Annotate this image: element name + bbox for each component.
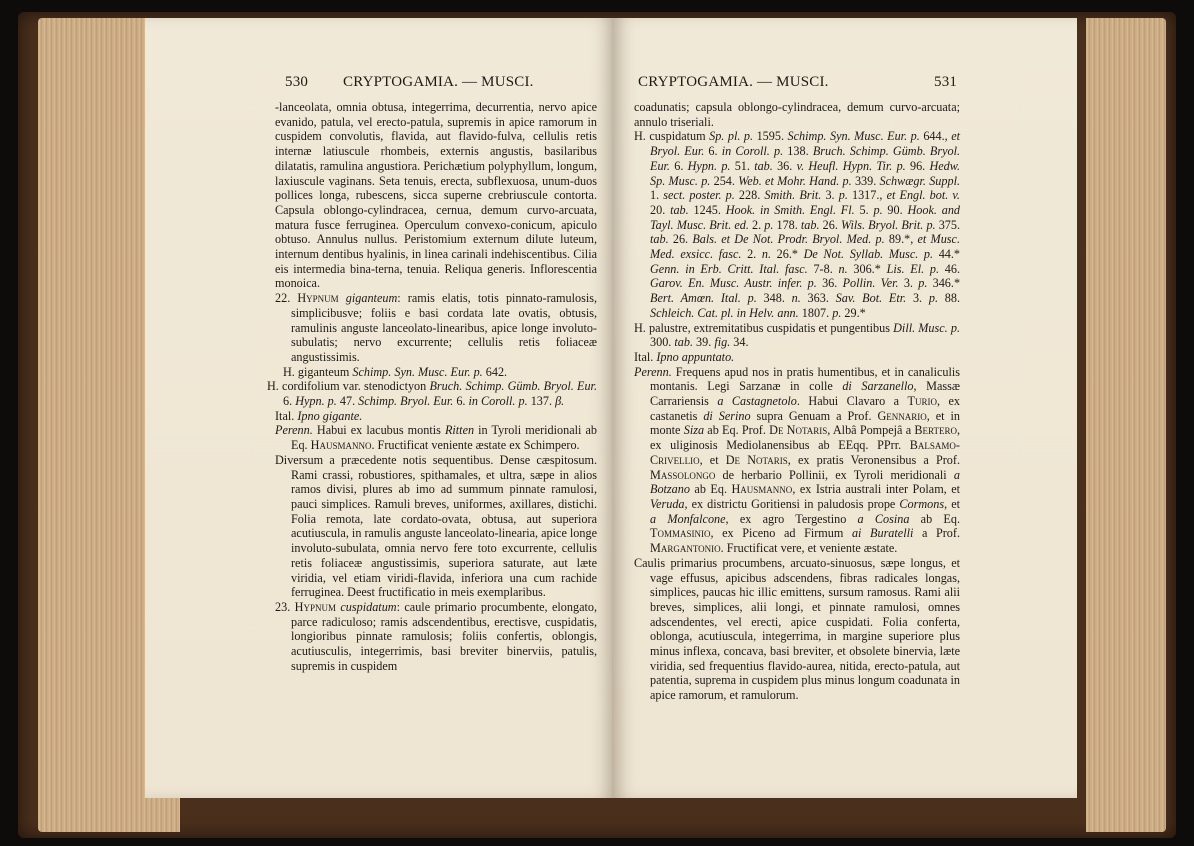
left-page-paragraph: Perenn. Habui ex lacubus montis Ritten in Tyroli meridionali ab Eq. Hausmanno. Fructificat veniente æstate ex Schimpero. [275,423,598,453]
left-page-paragraph: Diversum a præcedente notis sequentibus. Dense cæspitosum. Rami crassi, robustiores, spithamales, et ultra, sæpe in alios ramos divisi, plures ab imo ad summum pinnate ramulosi, pauci simplices. Ramuli breves, uniformes, axillares, distichi. Folia remota, late cordato-ovata, obtusa, aut superiora acutiuscula, in ramulis anguste lanceolato-linearia, apice longe involuto-subulata, omnia nervo fere toto excurrente, cellulis retis foliaceæ angustissimis, superiora saturate, aut læte viridia, vel etiam viridi-flavida, inferiora una cum rachide ferruginea. Deest fructificatio in meis exemplaribus. [275,452,597,600]
left-page-paragraph: -lanceolata, omnia obtusa, integerrima, decurrentia, nervo apice evanido, patula, vel erecto-patula, supremis in apice ramorum in cuspidem convolutis, flavida, aut flavido-fulva, cellulis retis internæ latiuscule rhombeis, externis angustis, basilaribus dilatatis, ramulina angustiora. Perichætium polyphyllum, longum, laxiuscule vaginans. Seta tenuis, erecta, subflexuosa, unum-duos pollices longa, rubescens, sicca superne crebriuscule contorta. Capsula oblongo-cylindracea, cernua, demum curvo-arcuata, matura fusce ferruginea. Operculum convexo-conicum, apiculo obtuso. Annulus nullus. Peristomium externum dilute luteum, internum dentibus hyalinis, in linea carinali indehiscentibus. Cilia eis intermedia bina-terna, tenuia. Reliqua generis. Inflorescentia monoica. [275,100,597,291]
left-page-number: 530 [285,74,309,90]
right-page-edges [1086,18,1166,832]
left-page-paragraph: H. cordifolium var. stenodictyon Bruch. Schimp. Gümb. Bryol. Eur. 6. Hypn. p. 47. Schimp. Bryol. Eur. 6. in Coroll. p. 137. β. [267,379,597,409]
right-page-paragraph: Perenn. Frequens apud nos in pratis humentibus, et in canaliculis montanis. Legi Sarzanæ in colle di Sarzanello, Massæ Carrariensis a Castagnetolo. Habui Clavaro a Turio, ex castanetis di Serino supra Genuam a Prof. Gennario, et in monte Siza ab Eq. Prof. De Notaris, Albâ Pompejâ a Bertero, ex uliginosis Mediolanensibus ab EEqq. PPrr. Balsamo-Crivellio, et De Notaris, ex pratis Veronensibus a Prof. Massolongo de herbario Pollinii, ex Tyroli meridionali a Botzano ab Eq. Hausmanno, ex Istria australi inter Polam, et Veruda, ex districtu Goritiensi in paludosis prope Cormons, et a Monfalcone, ex agro Tergestino a Cosina ab Eq. Tommasinio, ex Piceno ad Firmum ai Buratelli a Prof. Margantonio. Fructificat vere, et veniente æstate. [634,364,961,556]
right-page-paragraph: Caulis primarius procumbens, arcuato-sinuosus, sæpe longus, et vage effusus, apicibus adscendens, fibras radicales longas, simplices, paucas hic illic emittens, sursum ramosus. Rami alii breves, simplices, alii longi, et pinnate ramulosi, omnes adscendentes, vel erecti, apice cuspidati. Folia conferta, oblonga, acutiuscula, integerrima, in margine superiore plus minus inflexa, concava, basi breviter, et obsolete binervia, læte viridia, sed frequentius flavido-aurea, nitida, erecto-patula, aut patentia, suprema in cuspidem plus minus longum coadunata in apice ramorum, et ramulorum. [634,555,960,703]
left-page-paragraph: Ital. Ipno gigante. [275,408,363,423]
left-page-paragraph: H. giganteum Schimp. Syn. Musc. Eur. p. 642. [283,364,508,379]
right-page-paragraph: H. cuspidatum Sp. pl. p. 1595. Schimp. Syn. Musc. Eur. p. 644., et Bryol. Eur. 6. in Coroll. p. 138. Bruch. Schimp. Gümb. Bryol. Eur. 6. Hypn. p. 51. tab. 36. v. Heufl. Hypn. Tir. p. 96. Hedw. Sp. Musc. p. 254. Web. et Mohr. Hand. p. 339. Schwægr. Suppl. 1. sect. poster. p. 228. Smith. Brit. 3. p. 1317., et Engl. bot. v. 20. tab. 1245. Hook. in Smith. Engl. Fl. 5. p. 90. Hook. and Tayl. Musc. Brit. ed. 2. p. 178. tab. 26. Wils. Bryol. Brit. p. 375. tab. 26. Bals. et De Not. Prodr. Bryol. Med. p. 89.*, et Musc. Med. exsicc. fasc. 2. n. 26.* De Not. Syllab. Musc. p. 44.* Genn. in Erb. Critt. Ital. fasc. 7-8. n. 306.* Lis. El. p. 46. Garov. En. Musc. Austr. infer. p. 36. Pollin. Ver. 3. p. 346.* Bert. Amœn. Ital. p. 348. n. 363. Sav. Bot. Etr. 3. p. 88. Schleich. Cat. pl. in Helv. ann. 1807. p. 29.* [634,129,961,320]
left-running-title: CRYPTOGAMIA. — MUSCI. [343,74,534,90]
right-page-paragraph: coadunatis; capsula oblongo-cylindracea, demum curvo-arcuata; annulo triseriali. [634,100,960,129]
left-page-paragraph: 22. Hypnum giganteum: ramis elatis, totis pinnato-ramulosis, simplicibusve; foliis e basi cordata late ovatis, obtusis, ramulinis anguste lanceolato-linearibus, apice longe involuto-subulatis; nervo excurrente; cellulis retis foliaceæ angustissimis. [275,291,598,364]
right-page-text [634,100,960,703]
right-page-paragraph: H. palustre, extremitatibus cuspidatis et pungentibus Dill. Musc. p. 300. tab. 39. fig. 34. [634,320,960,350]
right-page-number: 531 [934,74,958,90]
left-page [145,18,615,798]
right-page-paragraph: Ital. Ipno appuntato. [634,349,735,364]
right-running-title: CRYPTOGAMIA. — MUSCI. [638,74,829,90]
left-page-text [267,100,598,673]
left-page-paragraph: 23. Hypnum cuspidatum: caule primario procumbente, elongato, parce radiculoso; ramis adscendentibus, erectisve, cuspidatis, longioribus pinnate ramulosis; foliis confertis, oblongis, acutiusculis, integerrimis, basi breviter binerviis, patulis, supremis in cuspidem [275,599,598,673]
right-page [612,18,1077,798]
